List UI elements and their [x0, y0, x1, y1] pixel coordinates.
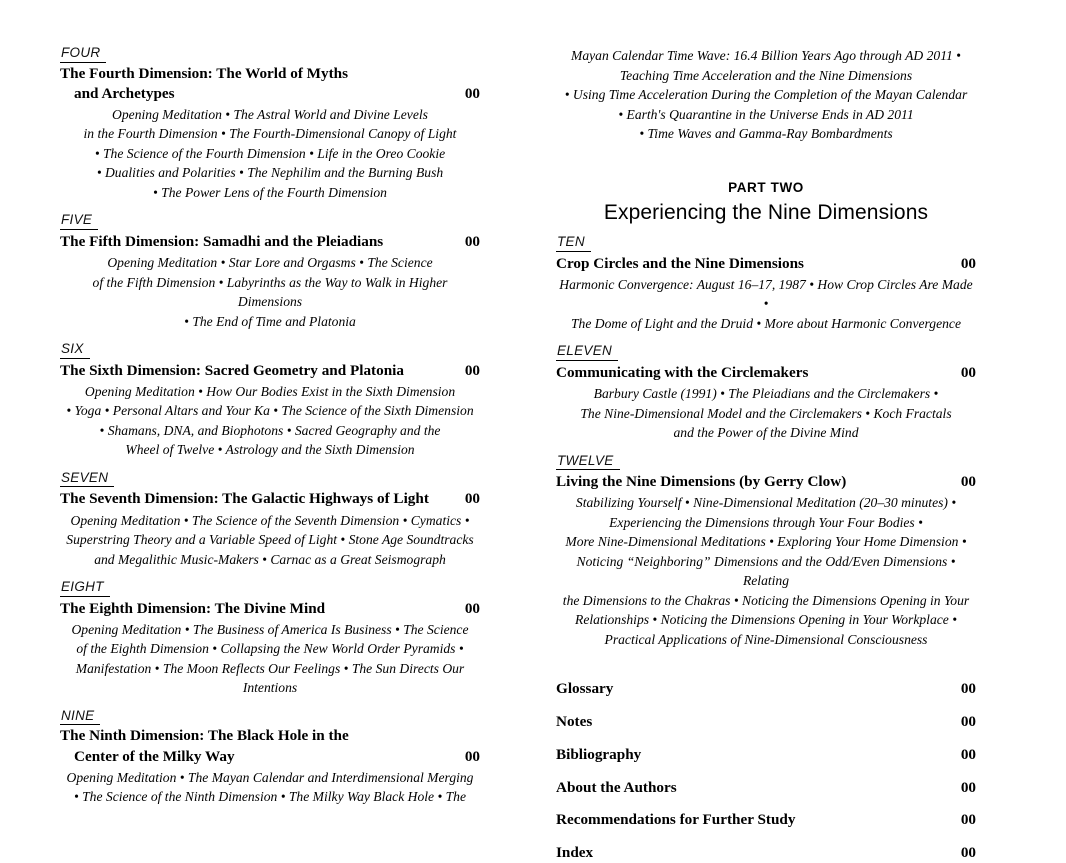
chapter-entry[interactable]: [556, 472, 976, 492]
desc-line: • Earth's Quarantine in the Universe Ends in AD 2011: [618, 106, 914, 122]
desc-line: Barbury Castle (1991) • The Pleiadians and the Circlemakers •: [593, 386, 939, 402]
desc-line: in the Fourth Dimension • The Fourth-Dimensional Canopy of Light: [83, 126, 457, 142]
chapter-number-wrap: [60, 708, 480, 727]
chapter-number-label: TEN: [556, 234, 591, 252]
chapter-page-number: 00: [464, 599, 480, 617]
desc-line: Opening Meditation • The Astral World and Divine Levels: [112, 106, 428, 122]
chapter-number-wrap: [60, 341, 480, 360]
toc-chapter-four: [60, 45, 480, 202]
chapter-page-number: 00: [960, 473, 976, 491]
chapter-title: [60, 726, 480, 766]
chapter-page-number: 00: [464, 747, 480, 765]
desc-line: Opening Meditation • How Our Bodies Exist in the Sixth Dimension: [84, 383, 456, 399]
desc-line: Experiencing the Dimensions through Your Four Bodies •: [609, 514, 923, 530]
chapter-entry[interactable]: [60, 489, 480, 509]
chapter-entry[interactable]: [556, 254, 976, 274]
chapter-number-wrap: [556, 234, 976, 253]
toc-chapter-seven: [60, 470, 480, 569]
chapter-number-label: EIGHT: [60, 579, 110, 597]
chapter-entry[interactable]: [556, 363, 976, 383]
back-matter-label: Recommendations for Further Study: [556, 811, 796, 829]
back-matter-row-glossary[interactable]: [556, 679, 976, 699]
chapter-description: [60, 511, 480, 570]
chapter-page-number: 00: [960, 363, 976, 381]
continued-description: [556, 46, 976, 144]
chapter-number-wrap: [60, 45, 480, 64]
back-matter-row-notes[interactable]: [556, 712, 976, 732]
desc-line: Harmonic Convergence: August 16–17, 1987 • How Crop Circles Are Made •: [559, 276, 973, 312]
desc-line: The Nine-Dimensional Model and the Circlemakers • Koch Fractals: [580, 405, 952, 421]
back-matter-page-number: 00: [960, 778, 976, 796]
chapter-page-number: 00: [464, 84, 480, 102]
chapter-entry[interactable]: [60, 64, 480, 104]
back-matter-page-number: 00: [960, 745, 976, 763]
back-matter-page-number: 00: [960, 843, 976, 861]
toc-right-column: [556, 45, 976, 861]
chapter-title: Living the Nine Dimensions (by Gerry Clow): [556, 473, 847, 491]
chapter-title-line-1: The Fourth Dimension: The World of Myths: [60, 64, 349, 82]
chapter-title: The Sixth Dimension: Sacred Geometry and Platonia: [60, 361, 404, 379]
desc-line: The Dome of Light and the Druid • More about Harmonic Convergence: [571, 315, 961, 331]
desc-line: Stabilizing Yourself • Nine-Dimensional Meditation (20–30 minutes) •: [575, 495, 957, 511]
desc-line: • Time Waves and Gamma-Ray Bombardments: [639, 126, 893, 141]
back-matter-page-number: 00: [960, 811, 976, 829]
toc-chapter-eleven: [556, 343, 976, 442]
desc-line: the Dimensions to the Chakras • Noticing the Dimensions Opening in Your: [562, 592, 970, 608]
chapter-page-number: 00: [464, 361, 480, 379]
desc-line: Opening Meditation • The Science of the Seventh Dimension • Cymatics •: [70, 512, 470, 528]
desc-line: and the Power of the Divine Mind: [673, 425, 859, 441]
chapter-number-label: NINE: [60, 708, 100, 726]
chapter-number-label: FIVE: [60, 212, 98, 230]
chapter-title-line-2: Center of the Milky Way: [74, 747, 235, 765]
part-heading: [556, 178, 976, 229]
desc-line: Mayan Calendar Time Wave: 16.4 Billion Years Ago through AD 2011 •: [571, 48, 961, 63]
chapter-number-label: TWELVE: [556, 453, 620, 471]
back-matter-label: Bibliography: [556, 745, 642, 763]
toc-chapter-ten: [556, 234, 976, 333]
chapter-title: The Fifth Dimension: Samadhi and the Pleiadians: [60, 232, 384, 250]
toc-chapter-twelve: [556, 453, 976, 650]
part-label: PART TWO: [728, 179, 804, 195]
chapter-title: The Seventh Dimension: The Galactic Highways of Light: [60, 490, 429, 508]
toc-chapter-six: [60, 341, 480, 460]
desc-line: Opening Meditation • The Business of America Is Business • The Science: [71, 621, 469, 637]
back-matter-label: Index: [556, 843, 594, 861]
back-matter-label: Notes: [556, 713, 593, 731]
chapter-description: [60, 253, 480, 331]
desc-line: • Using Time Acceleration During the Completion of the Mayan Calendar: [564, 87, 968, 102]
chapter-title: Communicating with the Circlemakers: [556, 363, 809, 381]
desc-line: • The Science of the Ninth Dimension • The Milky Way Black Hole • The: [73, 789, 467, 805]
back-matter-row-recommendations[interactable]: [556, 810, 976, 830]
desc-line: and Megalithic Music-Makers • Carnac as a Great Seismograph: [94, 551, 446, 567]
desc-line: of the Fifth Dimension • Labyrinths as the Way to Walk in Higher Dimensions: [92, 274, 448, 310]
back-matter-list: [556, 679, 976, 863]
desc-line: Teaching Time Acceleration and the Nine Dimensions: [619, 67, 913, 83]
desc-line: Relationships • Noticing the Dimensions Opening in Your Workplace •: [575, 612, 957, 628]
desc-line: Opening Meditation • Star Lore and Orgasms • The Science: [107, 255, 433, 271]
desc-line: Noticing “Neighboring” Dimensions and the Odd/Even Dimensions • Relating: [576, 553, 956, 589]
chapter-description: [60, 105, 480, 203]
back-matter-page-number: 00: [960, 713, 976, 731]
desc-line: • The Science of the Fourth Dimension • Life in the Oreo Cookie: [94, 145, 446, 161]
chapter-title-line-2: and Archetypes: [74, 84, 175, 102]
chapter-number-wrap: [556, 453, 976, 472]
desc-line: Opening Meditation • The Mayan Calendar and Interdimensional Merging: [66, 769, 474, 785]
chapter-page-number: 00: [960, 254, 976, 272]
desc-line: • Shamans, DNA, and Biophotons • Sacred Geography and the: [99, 422, 441, 438]
chapter-description: [60, 620, 480, 698]
chapter-number-wrap: [60, 470, 480, 489]
desc-line: Superstring Theory and a Variable Speed of Light • Stone Age Soundtracks: [66, 532, 474, 548]
chapter-title: Crop Circles and the Nine Dimensions: [556, 254, 804, 272]
back-matter-page-number: 00: [960, 680, 976, 698]
chapter-page-number: 00: [464, 232, 480, 250]
chapter-page-number: 00: [464, 490, 480, 508]
chapter-description: [556, 493, 976, 649]
toc-chapter-nine: [60, 708, 480, 807]
chapter-entry[interactable]: [60, 361, 480, 381]
desc-line: More Nine-Dimensional Meditations • Exploring Your Home Dimension •: [565, 534, 967, 550]
desc-line: of the Eighth Dimension • Collapsing the New World Order Pyramids •: [76, 641, 464, 657]
chapter-description: [60, 382, 480, 460]
back-matter-label: Glossary: [556, 680, 614, 698]
chapter-title: [60, 64, 480, 104]
chapter-title-line-1: The Ninth Dimension: The Black Hole in the: [60, 727, 349, 745]
toc-chapter-five: [60, 212, 480, 331]
chapter-number-label: FOUR: [60, 45, 106, 63]
desc-line: Manifestation • The Moon Reflects Our Feelings • The Sun Directs Our: [75, 660, 465, 676]
back-matter-row-index[interactable]: [556, 843, 976, 863]
chapter-number-label: SIX: [60, 341, 90, 359]
chapter-description: [60, 768, 480, 807]
desc-line: Practical Applications of Nine-Dimensional Consciousness: [604, 631, 928, 647]
chapter-number-wrap: [556, 343, 976, 362]
chapter-number-label: SEVEN: [60, 470, 114, 488]
back-matter-label: About the Authors: [556, 778, 677, 796]
desc-line: Wheel of Twelve • Astrology and the Sixth Dimension: [125, 442, 415, 458]
desc-line: • The End of Time and Platonia: [184, 313, 356, 329]
chapter-entry[interactable]: [60, 599, 480, 619]
desc-line: • Yoga • Personal Altars and Your Ka • The Science of the Sixth Dimension: [66, 403, 474, 419]
part-title: Experiencing the Nine Dimensions: [603, 200, 929, 224]
back-matter-row-about-the-authors[interactable]: [556, 778, 976, 798]
toc-chapter-eight: [60, 579, 480, 698]
chapter-entry[interactable]: [60, 232, 480, 252]
chapter-title: The Eighth Dimension: The Divine Mind: [60, 599, 326, 617]
toc-left-column: [60, 45, 480, 805]
desc-line: • The Power Lens of the Fourth Dimension: [153, 184, 387, 200]
desc-line: Intentions: [242, 680, 298, 696]
chapter-number-wrap: [60, 579, 480, 598]
chapter-description: [556, 275, 976, 334]
chapter-number-label: ELEVEN: [556, 343, 618, 361]
chapter-number-wrap: [60, 212, 480, 231]
chapter-description: [556, 384, 976, 443]
back-matter-row-bibliography[interactable]: [556, 745, 976, 765]
desc-line: • Dualities and Polarities • The Nephilim and the Burning Bush: [96, 165, 444, 181]
chapter-entry[interactable]: [60, 726, 480, 766]
